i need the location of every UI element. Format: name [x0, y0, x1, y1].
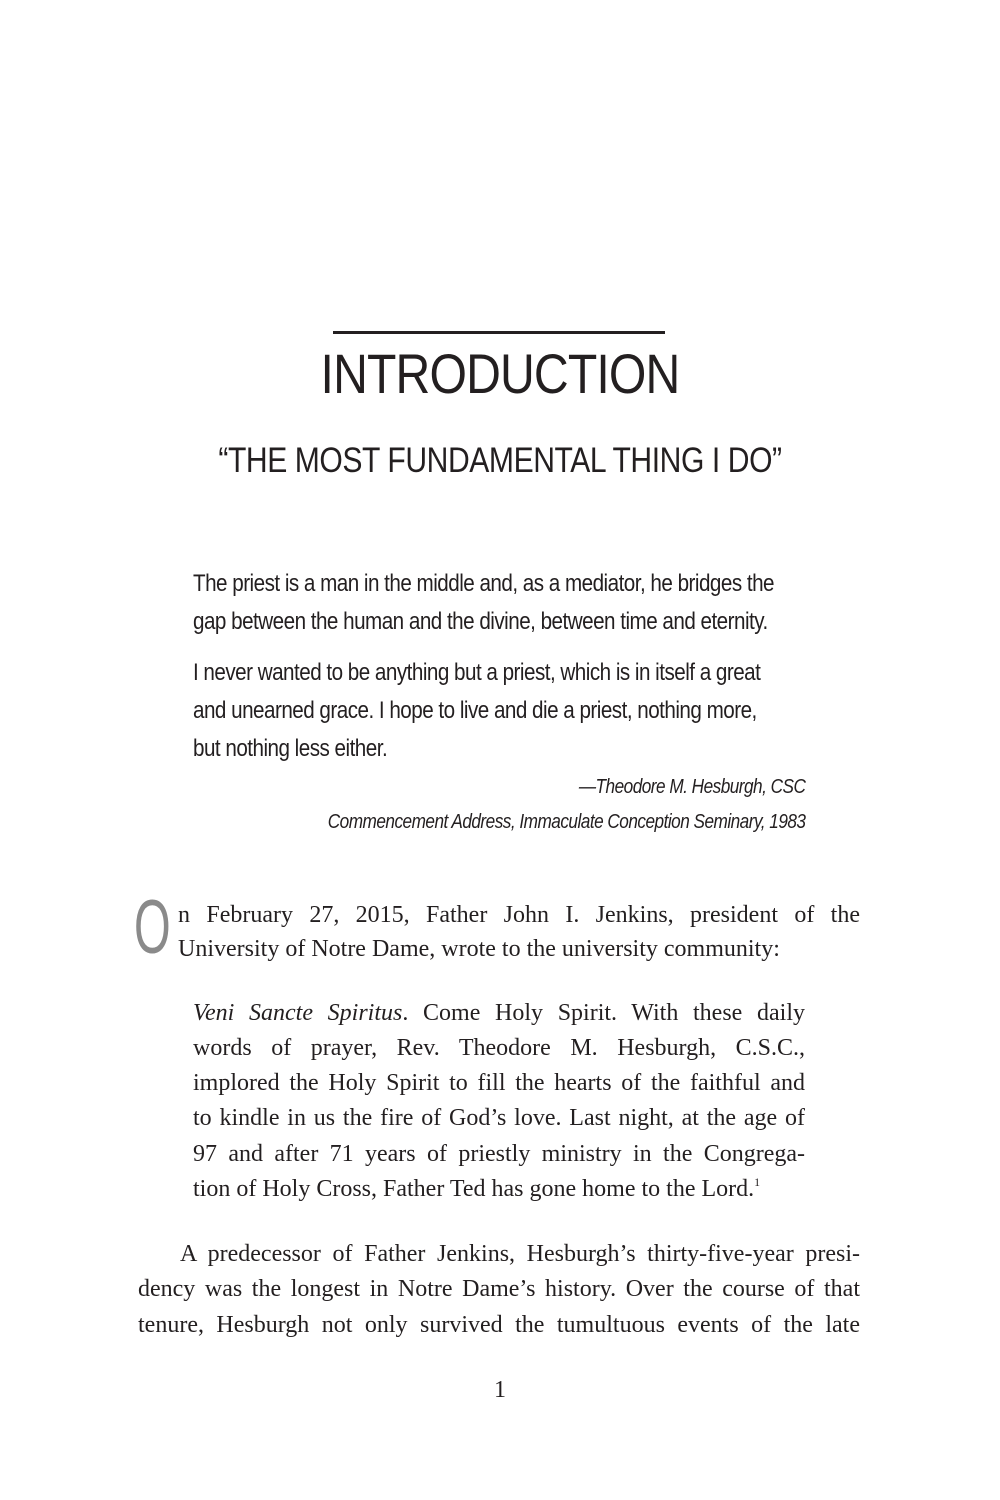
paragraph-line: A predecessor of Father Jenkins, Hesburgh’s thirty-five-year presi-	[180, 1241, 860, 1267]
footnote-marker: 1	[754, 1175, 761, 1189]
block-quote-text: . Come Holy Spirit. With these daily	[402, 1000, 805, 1026]
block-quote-line	[193, 1171, 805, 1207]
latin-phrase: Veni Sancte Spiritus	[193, 1000, 403, 1026]
block-quote-line	[193, 995, 805, 1031]
epigraph-source: Commencement Address, Immaculate Conception Seminary, 1983	[327, 811, 805, 833]
opening-line: University of Notre Dame, wrote to the university community:	[178, 936, 780, 962]
block-quote-line: implored the Holy Spirit to fill the hearts of the faithful and	[193, 1070, 805, 1096]
page-number: 1	[494, 1377, 506, 1403]
epigraph-line: The priest is a man in the middle and, as a mediator, he bridges the	[193, 570, 775, 597]
block-quote-line: 97 and after 71 years of priestly ministry in the Congrega-	[193, 1141, 805, 1167]
block-quote-text: tion of Holy Cross, Father Ted has gone home to the Lord.	[193, 1176, 755, 1202]
epigraph-line: I never wanted to be anything but a priest, which is in itself a great	[193, 659, 761, 686]
block-quote-line: words of prayer, Rev. Theodore M. Hesburgh, C.S.C.,	[193, 1035, 805, 1061]
paragraph-line: dency was the longest in Notre Dame’s history. Over the course of that	[138, 1276, 860, 1302]
block-quote-line: to kindle in us the fire of God’s love. Last night, at the age of	[193, 1105, 805, 1131]
epigraph-author: —Theodore M. Hesburgh, CSC	[578, 776, 805, 798]
chapter-subtitle: “THE MOST FUNDAMENTAL THING I DO”	[218, 441, 782, 480]
paragraph-line: tenure, Hesburgh not only survived the tumultuous events of the late	[138, 1312, 860, 1338]
drop-cap: O	[134, 885, 171, 970]
epigraph-line: and unearned grace. I hope to live and die a priest, nothing more,	[193, 697, 757, 724]
epigraph	[193, 565, 775, 768]
epigraph-line: gap between the human and the divine, between time and eternity.	[193, 608, 768, 635]
chapter-title: INTRODUCTION	[320, 342, 680, 405]
opening-line: n February 27, 2015, Father John I. Jenkins, president of the	[178, 902, 860, 928]
epigraph-line: but nothing less either.	[193, 735, 388, 762]
